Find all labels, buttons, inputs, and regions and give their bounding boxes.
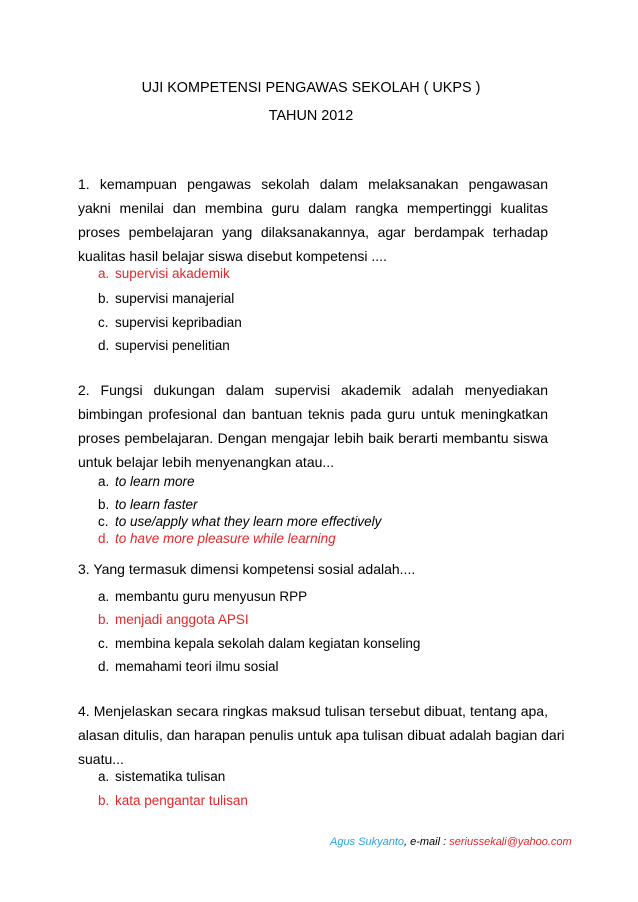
option-text: to have more pleasure while learning — [115, 531, 336, 546]
option-letter: c. — [98, 636, 109, 651]
option-letter: b. — [98, 291, 110, 306]
option-text: sistematika tulisan — [115, 769, 226, 784]
option-text: supervisi penelitian — [115, 338, 230, 353]
footer-email-label: , e-mail : — [404, 836, 450, 848]
footer-email: seriussekali@yahoo.com — [449, 836, 572, 848]
option-letter: c. — [98, 315, 109, 330]
option-text: to use/apply what they learn more effectively — [115, 514, 382, 529]
option-letter: a. — [98, 474, 110, 489]
option-letter: b. — [98, 793, 110, 808]
option-text: menjadi anggota APSI — [115, 612, 249, 627]
option-text: membina kepala sekolah dalam kegiatan konseling — [115, 636, 421, 651]
question-line: suatu... — [78, 751, 124, 767]
option-2c — [98, 514, 381, 529]
question-line: 3. Yang termasuk dimensi kompetensi sosial adalah.... — [78, 561, 416, 577]
option-1d — [98, 338, 230, 353]
option-text: supervisi akademik — [115, 266, 230, 281]
option-2a — [98, 474, 195, 489]
question-2-text — [78, 378, 548, 474]
page-footer — [330, 836, 572, 848]
question-line: proses pembelajaran yang dilaksanakannya, agar berdampak terhadap — [78, 224, 548, 240]
option-letter: b. — [98, 497, 110, 512]
option-1b — [98, 291, 234, 306]
question-line: 2. Fungsi dukungan dalam supervisi akademik adalah menyediakan — [78, 382, 548, 398]
option-letter: a. — [98, 266, 110, 281]
option-text: to learn faster — [115, 497, 198, 512]
question-3-text — [78, 557, 548, 581]
question-4-text — [78, 699, 565, 771]
option-text: kata pengantar tulisan — [115, 793, 248, 808]
option-3b — [98, 612, 249, 627]
option-3c — [98, 636, 420, 651]
question-1-text — [78, 172, 548, 268]
option-1c — [98, 315, 242, 330]
option-letter: a. — [98, 769, 110, 784]
question-line: untuk belajar lebih menyenangkan atau... — [78, 454, 335, 470]
question-line: kualitas hasil belajar siswa disebut kompetensi .... — [78, 248, 387, 264]
document-title: UJI KOMPETENSI PENGAWAS SEKOLAH ( UKPS ) — [141, 80, 481, 96]
question-line: yakni menilai dan membina guru dalam rangka mempertinggi kualitas — [78, 200, 548, 216]
option-3d — [98, 659, 279, 674]
option-letter: c. — [98, 514, 109, 529]
option-1a — [98, 266, 230, 281]
option-text: supervisi kepribadian — [115, 315, 242, 330]
document-subtitle: TAHUN 2012 — [268, 108, 354, 124]
option-letter: a. — [98, 589, 110, 604]
option-letter: d. — [98, 531, 110, 546]
footer-author: Agus Sukyanto — [330, 836, 404, 848]
option-2d — [98, 531, 336, 546]
option-text: supervisi manajerial — [115, 291, 235, 306]
option-text: memahami teori ilmu sosial — [115, 659, 279, 674]
option-text: to learn more — [115, 474, 195, 489]
question-line: alasan ditulis, dan harapan penulis untuk apa tulisan dibuat adalah bagian dari — [78, 727, 565, 743]
option-2b — [98, 497, 198, 512]
option-letter: d. — [98, 659, 110, 674]
question-line: 1. kemampuan pengawas sekolah dalam melaksanakan pengawasan — [78, 176, 548, 192]
option-4a — [98, 769, 225, 784]
option-letter: b. — [98, 612, 110, 627]
question-line: 4. Menjelaskan secara ringkas maksud tulisan tersebut dibuat, tentang apa, — [78, 703, 548, 719]
option-letter: d. — [98, 338, 110, 353]
option-4b — [98, 793, 248, 808]
question-line: bimbingan profesional dan bantuan teknis pada guru untuk meningkatkan — [78, 406, 548, 422]
option-text: membantu guru menyusun RPP — [115, 589, 308, 604]
question-line: proses pembelajaran. Dengan mengajar lebih baik berarti membantu siswa — [78, 430, 548, 446]
option-3a — [98, 589, 307, 604]
